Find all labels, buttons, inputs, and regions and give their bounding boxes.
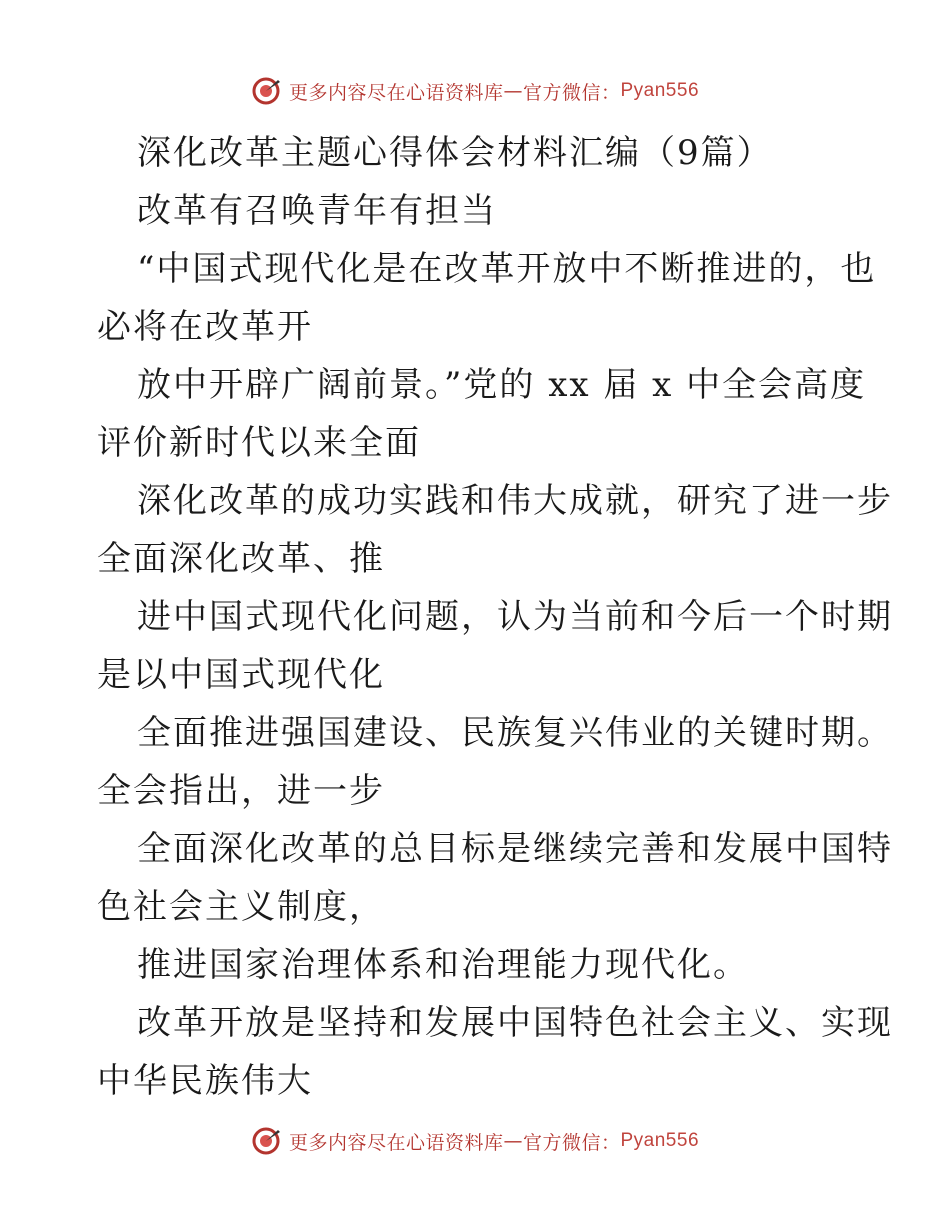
text-line: 改革开放是坚持和发展中国特色社会主义、实现: [137, 1003, 893, 1043]
banner-main-text: 更多内容尽在心语资料库: [288, 1131, 504, 1154]
section-heading: 改革有召唤青年有担当: [137, 191, 497, 231]
text-line: 中华民族伟大: [97, 1061, 313, 1101]
banner-wechat-id: Pyan556: [620, 80, 700, 101]
banner-wechat-id: Pyan556: [620, 1130, 700, 1151]
banner-separator: —: [503, 80, 523, 102]
banner-wechat-label: 官方微信：: [522, 1131, 621, 1154]
banner-separator: —: [503, 1130, 523, 1152]
text-line: 放中开辟广阔前景。”党的 xx 届 x 中全会高度: [137, 365, 867, 405]
banner-wechat-label: 官方微信：: [522, 81, 621, 104]
text-line: 评价新时代以来全面: [97, 423, 421, 463]
text-line: 全面深化改革的总目标是继续完善和发展中国特: [137, 829, 893, 869]
document-body: [97, 124, 893, 1110]
pen-logo-icon: [251, 76, 281, 106]
text-line: 色社会主义制度，: [97, 887, 385, 927]
document-title: 深化改革主题心得体会材料汇编（9篇）: [137, 133, 773, 173]
text-line: 是以中国式现代化: [97, 655, 385, 695]
text-line: 全面推进强国建设、民族复兴伟业的关键时期。: [137, 713, 893, 753]
header-banner: [0, 71, 950, 111]
pen-logo-icon: [251, 1126, 281, 1156]
text-line: 进中国式现代化问题，认为当前和今后一个时期: [137, 597, 893, 637]
text-line: 全会指出，进一步: [97, 771, 385, 811]
text-line: 深化改革的成功实践和伟大成就，研究了进一步: [137, 481, 893, 521]
text-line: 全面深化改革、推: [97, 539, 385, 579]
text-line: “中国式现代化是在改革开放中不断推进的，也: [137, 249, 877, 289]
footer-banner: [0, 1121, 950, 1161]
text-line: 必将在改革开: [97, 307, 313, 347]
text-line: 推进国家治理体系和治理能力现代化。: [137, 945, 749, 985]
banner-main-text: 更多内容尽在心语资料库: [288, 81, 504, 104]
